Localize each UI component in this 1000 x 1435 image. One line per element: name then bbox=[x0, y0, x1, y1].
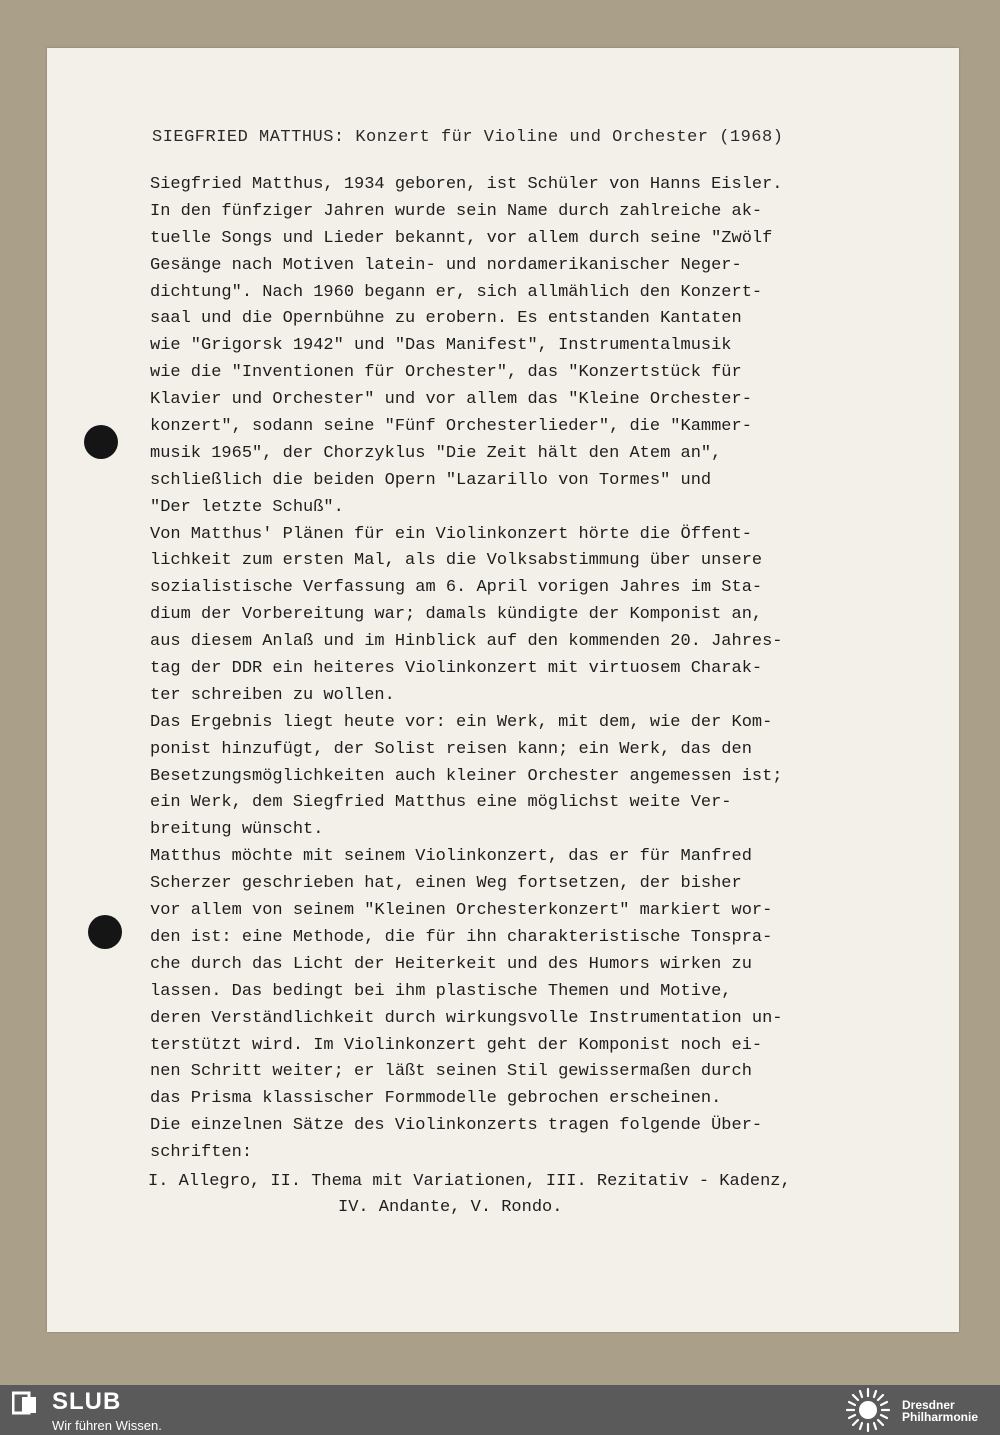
footer-bar bbox=[0, 1385, 1000, 1435]
dp-brand-line1: Dresdner bbox=[902, 1398, 955, 1412]
text-line: vor allem von seinem "Kleinen Orchesterkonzert" markiert wor- bbox=[150, 901, 773, 921]
movements-line-1: I. Allegro, II. Thema mit Variationen, III. Rezitativ - Kadenz, bbox=[148, 1172, 791, 1191]
text-line: terstützt wird. Im Violinkonzert geht der Komponist noch ei- bbox=[150, 1035, 763, 1055]
text-line: den ist: eine Methode, die für ihn charakteristische Tonspra- bbox=[150, 927, 773, 947]
text-line: musik 1965", der Chorzyklus "Die Zeit hält den Atem an", bbox=[150, 443, 722, 463]
punch-hole-top bbox=[84, 425, 118, 459]
text-line: Siegfried Matthus, 1934 geboren, ist Schüler von Hanns Eisler. bbox=[150, 175, 783, 194]
text-line: Besetzungsmöglichkeiten auch kleiner Orchester angemessen ist; bbox=[150, 766, 783, 786]
text-line: schließlich die beiden Opern "Lazarillo von Tormes" und bbox=[150, 470, 712, 490]
text-line: wie "Grigorsk 1942" und "Das Manifest", Instrumentalmusik bbox=[150, 336, 732, 356]
text-line: das Prisma klassischer Formmodelle gebrochen erscheinen. bbox=[150, 1089, 722, 1109]
text-line: In den fünfziger Jahren wurde sein Name durch zahlreiche ak- bbox=[150, 201, 763, 221]
slub-brand[interactable]: SLUB bbox=[52, 1388, 122, 1415]
text-line: Scherzer geschrieben hat, einen Weg fortsetzen, der bisher bbox=[150, 874, 742, 894]
text-line: nen Schritt weiter; er läßt seinen Stil gewissermaßen durch bbox=[150, 1062, 752, 1082]
text-line: tuelle Songs und Lieder bekannt, vor allem durch seine "Zwölf bbox=[150, 228, 773, 248]
dresdner-philharmonie-logo-icon bbox=[842, 1387, 894, 1433]
text-line: wie die "Inventionen für Orchester", das "Konzertstück für bbox=[150, 363, 742, 383]
text-line: che durch das Licht der Heiterkeit und des Humors wirken zu bbox=[150, 954, 752, 974]
text-line: Klavier und Orchester" und vor allem das "Kleine Orchester- bbox=[150, 390, 752, 410]
text-line: Die einzelnen Sätze des Violinkonzerts tragen folgende Über- bbox=[150, 1116, 763, 1136]
text-line: dium der Vorbereitung war; damals kündigte der Komponist an, bbox=[150, 605, 763, 625]
text-line: saal und die Opernbühne zu erobern. Es entstanden Kantaten bbox=[150, 309, 742, 329]
punch-hole-bottom bbox=[88, 915, 122, 949]
text-line: lichkeit zum ersten Mal, als die Volksabstimmung über unsere bbox=[150, 551, 763, 571]
document-body bbox=[150, 172, 850, 1167]
movements-list bbox=[148, 1169, 791, 1221]
text-line: deren Verständlichkeit durch wirkungsvolle Instrumentation un- bbox=[150, 1008, 783, 1028]
dresdner-philharmonie-brand[interactable] bbox=[902, 1399, 978, 1423]
text-line: "Der letzte Schuß". bbox=[150, 497, 344, 517]
text-line: Gesänge nach Motiven latein- und nordamerikanischer Neger- bbox=[150, 255, 742, 275]
movements-line-2: IV. Andante, V. Rondo. bbox=[338, 1198, 563, 1217]
text-line: konzert", sodann seine "Fünf Orchesterlieder", die "Kammer- bbox=[150, 417, 752, 437]
text-line: ponist hinzufügt, der Solist reisen kann; ein Werk, das den bbox=[150, 739, 752, 759]
text-line: dichtung". Nach 1960 begann er, sich allmählich den Konzert- bbox=[150, 282, 763, 302]
text-line: ein Werk, dem Siegfried Matthus eine möglichst weite Ver- bbox=[150, 793, 732, 813]
text-line: Das Ergebnis liegt heute vor: ein Werk, mit dem, wie der Kom- bbox=[150, 712, 773, 732]
document-title: SIEGFRIED MATTHUS: Konzert für Violine und Orchester (1968) bbox=[152, 128, 784, 147]
slub-logo-icon bbox=[12, 1391, 38, 1415]
text-line: ter schreiben zu wollen. bbox=[150, 685, 395, 705]
text-line: schriften: bbox=[150, 1143, 253, 1163]
text-line: sozialistische Verfassung am 6. April vorigen Jahres im Sta- bbox=[150, 578, 763, 598]
text-line: Matthus möchte mit seinem Violinkonzert, das er für Manfred bbox=[150, 847, 752, 867]
text-line: Von Matthus' Plänen für ein Violinkonzert hörte die Öffent- bbox=[150, 524, 752, 544]
text-line: tag der DDR ein heiteres Violinkonzert mit virtuosem Charak- bbox=[150, 659, 763, 679]
text-line: aus diesem Anlaß und im Hinblick auf den kommenden 20. Jahres- bbox=[150, 632, 783, 652]
slub-tagline: Wir führen Wissen. bbox=[52, 1418, 162, 1433]
text-line: lassen. Das bedingt bei ihm plastische Themen und Motive, bbox=[150, 981, 732, 1001]
dp-brand-line2: Philharmonie bbox=[902, 1410, 979, 1424]
text-line: breitung wünscht. bbox=[150, 820, 324, 840]
